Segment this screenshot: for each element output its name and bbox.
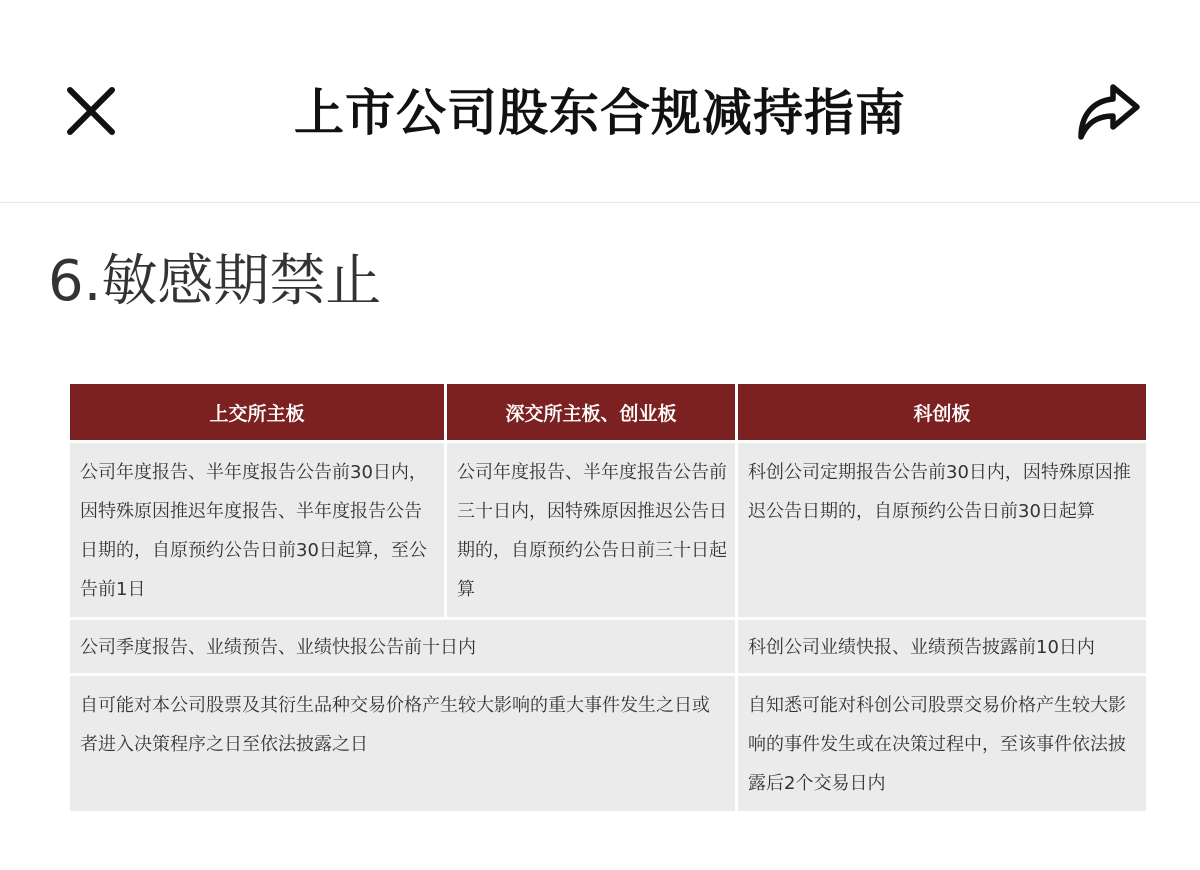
- section-heading: 6.敏感期禁止: [48, 249, 382, 314]
- page-title: 上市公司股东合规减持指南: [294, 84, 906, 142]
- close-button[interactable]: [58, 78, 124, 144]
- table-header-row: [70, 384, 1146, 440]
- cell-major-event-star: 自知悉可能对科创公司股票交易价格产生较大影响的事件发生或在决策过程中，至该事件依法披露后2个交易日内: [738, 676, 1146, 811]
- cell-major-event-main: 自可能对本公司股票及其衍生品种交易价格产生较大影响的重大事件发生之日或者进入决策程序之日至依法披露之日: [70, 676, 735, 811]
- cell-quarterly-report-main: 公司季度报告、业绩预告、业绩快报公告前十日内: [70, 620, 735, 673]
- cell-periodic-report-sse: 公司年度报告、半年度报告公告前30日内，因特殊原因推迟年度报告、半年度报告公告日期的，自原预约公告日前30日起算，至公告前1日: [70, 443, 444, 617]
- column-header-szse-main-chinext: 深交所主板、创业板: [447, 384, 735, 440]
- top-navigation-bar: [0, 0, 1200, 203]
- table-row: [70, 676, 1146, 811]
- cell-periodic-report-szse: 公司年度报告、半年度报告公告前三十日内，因特殊原因推迟公告日期的，自原预约公告日前三十日起算: [447, 443, 735, 617]
- close-icon: [64, 84, 118, 138]
- sensitive-period-table: [67, 381, 1149, 814]
- share-arrow-icon: [1073, 81, 1143, 143]
- column-header-star-market: 科创板: [738, 384, 1146, 440]
- share-button[interactable]: [1068, 76, 1148, 148]
- cell-periodic-report-star: 科创公司定期报告公告前30日内，因特殊原因推迟公告日期的，自原预约公告日前30日起算: [738, 443, 1146, 617]
- column-header-sse-main-board: 上交所主板: [70, 384, 444, 440]
- table-row: [70, 620, 1146, 673]
- table-row: [70, 443, 1146, 617]
- cell-quarterly-report-star: 科创公司业绩快报、业绩预告披露前10日内: [738, 620, 1146, 673]
